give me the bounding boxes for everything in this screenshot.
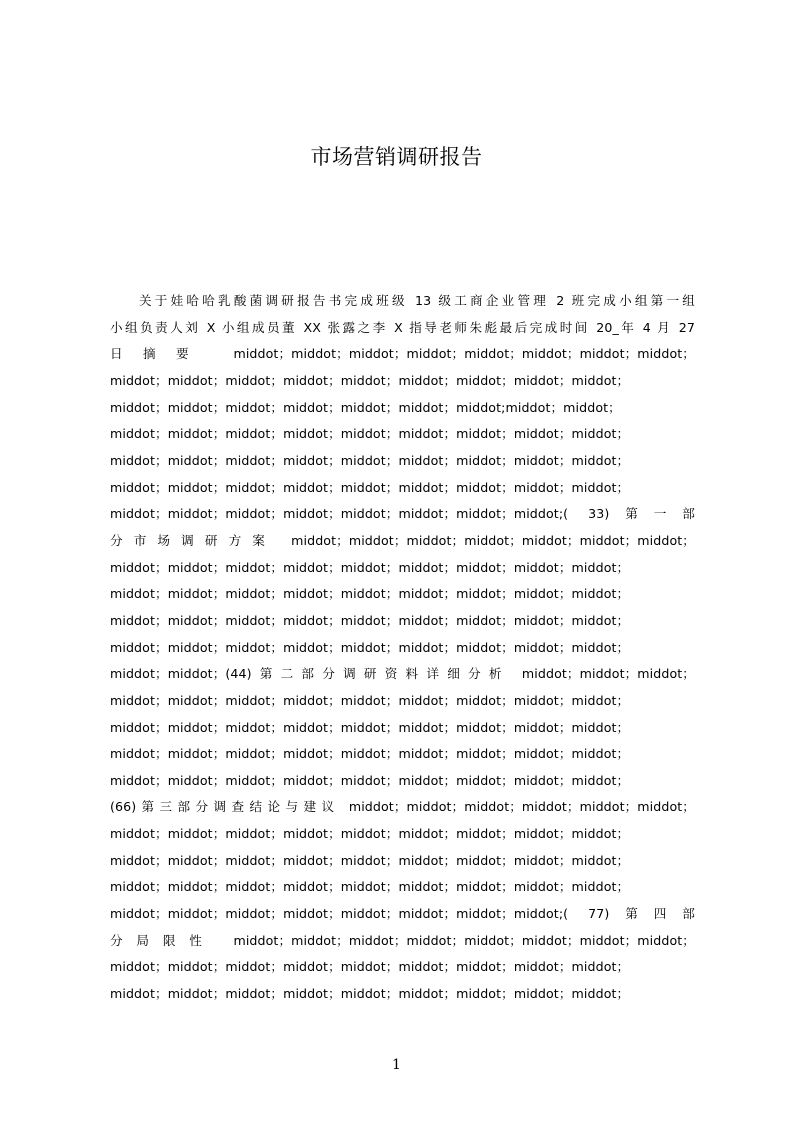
text-line: middot；middot；middot；middot；middot；middot；middot；middot；middot；: [110, 479, 630, 495]
text-line: middot；middot；middot；middot；middot；middot；middot；middot；middot；: [110, 852, 630, 868]
text-line: middot；middot；middot；middot；middot；middot；middot；middot；middot；: [110, 746, 630, 762]
text-line: middot；middot；middot；middot；middot；middot；middot；middot；middot；: [110, 426, 630, 442]
text-line: middot；middot；middot；middot；middot；middot；middot；middot；middot；: [110, 692, 630, 708]
text-line: middot；middot；middot；middot；middot；middot；middot；middot；middot；: [110, 639, 630, 655]
text-line: middot；middot；middot；middot；middot；middot；middot；middot；middot；: [110, 559, 630, 575]
text-line: 日摘要 middot；middot；middot；middot；middot；middot；middot；middot；: [110, 346, 695, 362]
text-line: middot；middot；middot；middot；middot；middot；middot；middot；middot；: [110, 986, 630, 1002]
text-line: middot；middot；middot；middot；middot；middot；middot；middot；middot；: [110, 612, 630, 628]
text-line: middot；middot；middot；middot；middot；middot；middot；middot；middot；: [110, 586, 630, 602]
text-line: middot；middot；middot；middot；middot；middot；middot；middot；middot；: [110, 959, 630, 975]
text-line: middot；middot；middot；middot；middot；middot；middot；middot；middot；: [110, 879, 630, 895]
body-paragraph: [110, 288, 695, 1008]
page-number: 1: [392, 1057, 401, 1073]
text-line: 分局限性 middot；middot；middot；middot；middot；middot；middot；middot；: [110, 932, 695, 948]
text-line: middot；middot；middot；middot；middot；middot；middot；middot；middot；: [110, 772, 630, 788]
document-title: 市场营销调研报告: [310, 145, 483, 169]
text-line: middot；middot；(44)第二部分调研资料详细分析 middot；middot；middot；: [110, 666, 695, 682]
text-line: 关于娃哈哈乳酸菌调研报告书完成班级 13 级工商企业管理 2 班完成小组第一组: [139, 293, 695, 308]
text-line: middot；middot；middot；middot；middot；middot；middot；middot;( 33)第一部: [110, 506, 695, 522]
text-line: middot；middot；middot；middot；middot；middot；middot；middot；middot；: [110, 372, 630, 388]
text-line: middot；middot；middot；middot；middot；middot；middot；middot；middot；: [110, 826, 630, 842]
text-line: middot；middot；middot；middot；middot；middot；middot；middot；middot；: [110, 719, 630, 735]
text-line: 分市场调研方案 middot；middot；middot；middot；middot；middot；middot；: [110, 532, 695, 548]
text-line: middot；middot；middot；middot；middot；middot；middot；middot；middot；: [110, 452, 630, 468]
text-line: middot；middot；middot；middot；middot；middot；middot;middot；middot；: [110, 399, 621, 415]
text-line: middot；middot；middot；middot；middot；middot；middot；middot;( 77)第四部: [110, 906, 695, 922]
text-line: (66)第三部分调查结论与建议 middot；middot；middot；middot；middot；middot；: [110, 799, 695, 815]
text-line: 小组负责人刘 X 小组成员董 XX 张露之李 X 指导老师朱彪最后完成时间 20_年 4 月 27: [110, 319, 695, 335]
